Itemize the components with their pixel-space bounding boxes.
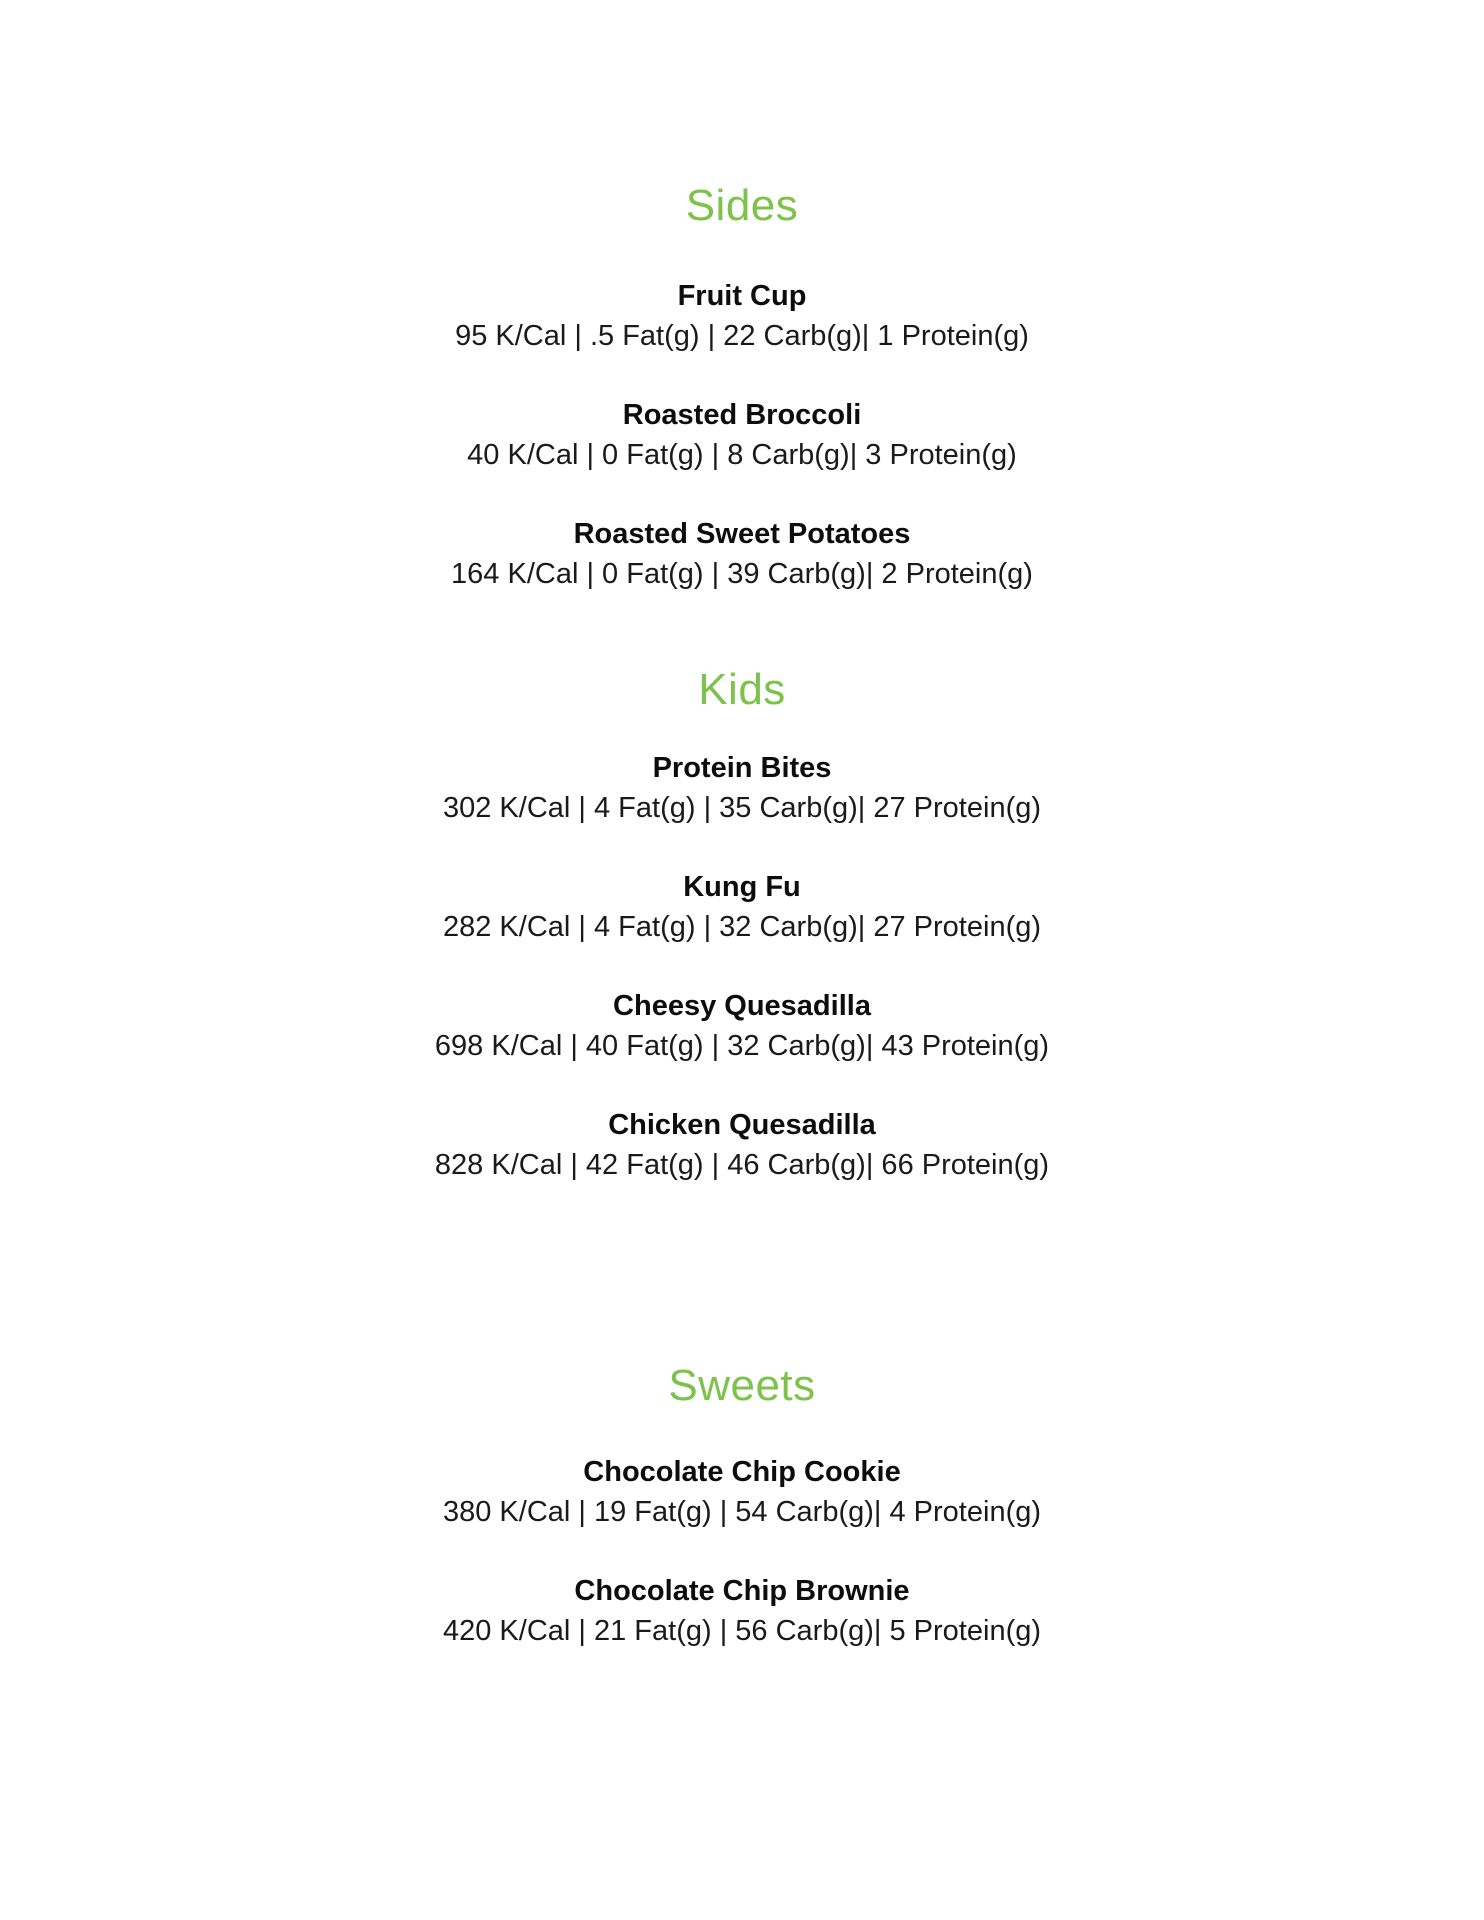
item-nutrition: 164 K/Cal | 0 Fat(g) | 39 Carb(g)| 2 Protein(g): [451, 558, 1033, 590]
item-nutrition: 380 K/Cal | 19 Fat(g) | 54 Carb(g)| 4 Protein(g): [442, 1496, 1042, 1528]
item-name: Roasted Broccoli: [622, 399, 862, 431]
menu-item: [0, 1105, 1484, 1185]
section-sides: [0, 176, 1484, 594]
item-nutrition: 302 K/Cal | 4 Fat(g) | 35 Carb(g)| 27 Protein(g): [442, 792, 1042, 824]
menu-item: [0, 1571, 1484, 1651]
menu-item: [0, 514, 1484, 594]
menu-item: [0, 748, 1484, 828]
item-name: Kung Fu: [683, 871, 801, 903]
item-nutrition: 95 K/Cal | .5 Fat(g) | 22 Carb(g)| 1 Protein(g): [455, 320, 1029, 352]
section-title: Kids: [698, 665, 786, 714]
item-name: Chocolate Chip Brownie: [574, 1575, 910, 1607]
section-title: Sweets: [668, 1361, 816, 1410]
menu-item: [0, 986, 1484, 1066]
section-title: Sides: [685, 181, 799, 230]
menu-item: [0, 276, 1484, 356]
item-name: Chicken Quesadilla: [608, 1109, 876, 1141]
item-nutrition: 420 K/Cal | 21 Fat(g) | 56 Carb(g)| 5 Protein(g): [442, 1615, 1042, 1647]
item-nutrition: 40 K/Cal | 0 Fat(g) | 8 Carb(g)| 3 Protein(g): [467, 439, 1017, 471]
item-nutrition: 828 K/Cal | 42 Fat(g) | 46 Carb(g)| 66 Protein(g): [434, 1149, 1050, 1181]
item-name: Chocolate Chip Cookie: [583, 1456, 901, 1488]
item-nutrition: 282 K/Cal | 4 Fat(g) | 32 Carb(g)| 27 Protein(g): [442, 911, 1042, 943]
section-kids: [0, 660, 1484, 1185]
menu-item: [0, 867, 1484, 947]
item-name: Cheesy Quesadilla: [613, 990, 871, 1022]
section-sweets: [0, 1356, 1484, 1651]
item-nutrition: 698 K/Cal | 40 Fat(g) | 32 Carb(g)| 43 Protein(g): [434, 1030, 1050, 1062]
item-name: Roasted Sweet Potatoes: [573, 518, 911, 550]
item-name: Protein Bites: [652, 752, 832, 784]
menu-item: [0, 1452, 1484, 1532]
menu-item: [0, 395, 1484, 475]
item-name: Fruit Cup: [677, 280, 807, 312]
